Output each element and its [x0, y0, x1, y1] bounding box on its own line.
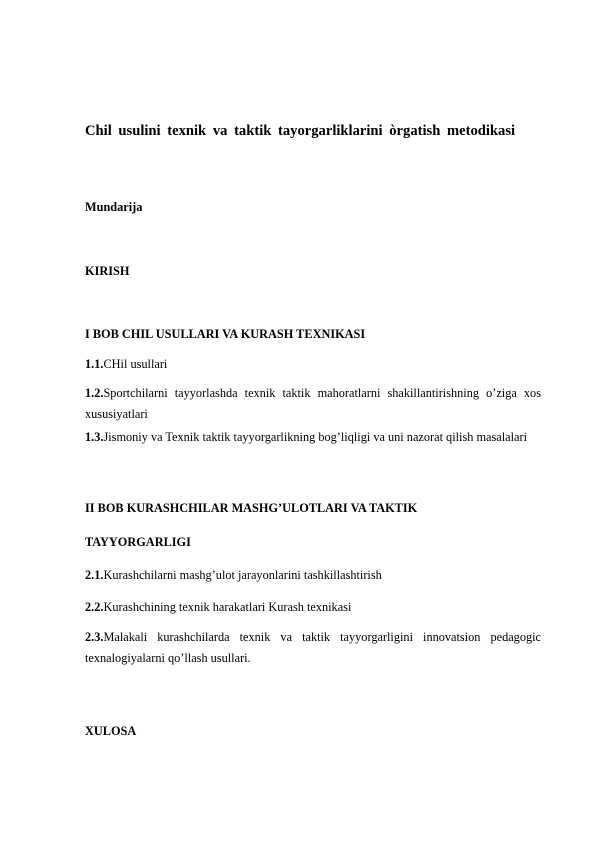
chapter2-heading-line2: TAYYORGARLIGI: [85, 535, 191, 549]
intro-heading: KIRISH: [85, 264, 130, 278]
toc-item-2-2: [85, 599, 541, 615]
toc-item-number: 1.2.: [85, 386, 104, 400]
toc-item-text: Kurashchining texnik harakatlari Kurash texnikasi: [103, 600, 352, 614]
toc-item-text: Sportchilarni tayyorlashda texnik taktik mahoratlarni shakillantirishning o’ziga xos xususiyatlari: [85, 386, 541, 421]
toc-item-number: 2.1.: [85, 568, 104, 582]
toc-item-text: CHil usullari: [103, 357, 168, 371]
toc-item-number: 1.3.: [85, 430, 104, 444]
toc-item-1-3: [85, 427, 541, 448]
toc-item-number: 1.1.: [85, 357, 104, 371]
chapter2-heading-line1: II BOB KURASHCHILAR MASHG’ULOTLARI VA TAKTIK: [85, 501, 418, 515]
toc-item-1-2: [85, 383, 541, 425]
toc-item-number: 2.3.: [85, 630, 104, 644]
toc-item-1-1: [85, 356, 541, 372]
toc-item-text: Kurashchilarni mashg’ulot jarayonlarini tashkillashtirish: [103, 568, 382, 582]
toc-item-text: Malakali kurashchilarda texnik va taktik tayyorgarligini innovatsion pedagogic texnalogiyalarni qo’llash usullari.: [85, 630, 541, 665]
toc-item-2-1: [85, 567, 541, 583]
chapter1-heading: I BOB CHIL USULLARI VA KURASH TEXNIKASI: [85, 327, 366, 341]
contents-heading: Mundarija: [85, 200, 143, 214]
toc-item-number: 2.2.: [85, 600, 104, 614]
toc-item-text: Jismoniy va Texnik taktik tayyorgarlikning bog’liqligi va uni nazorat qilish masalalari: [103, 430, 527, 444]
conclusion-heading: XULOSA: [85, 724, 137, 738]
toc-item-2-3: [85, 627, 541, 669]
document-title: Chil usulini texnik va taktik tayorgarliklarini òrgatish metodikasi: [85, 123, 516, 139]
